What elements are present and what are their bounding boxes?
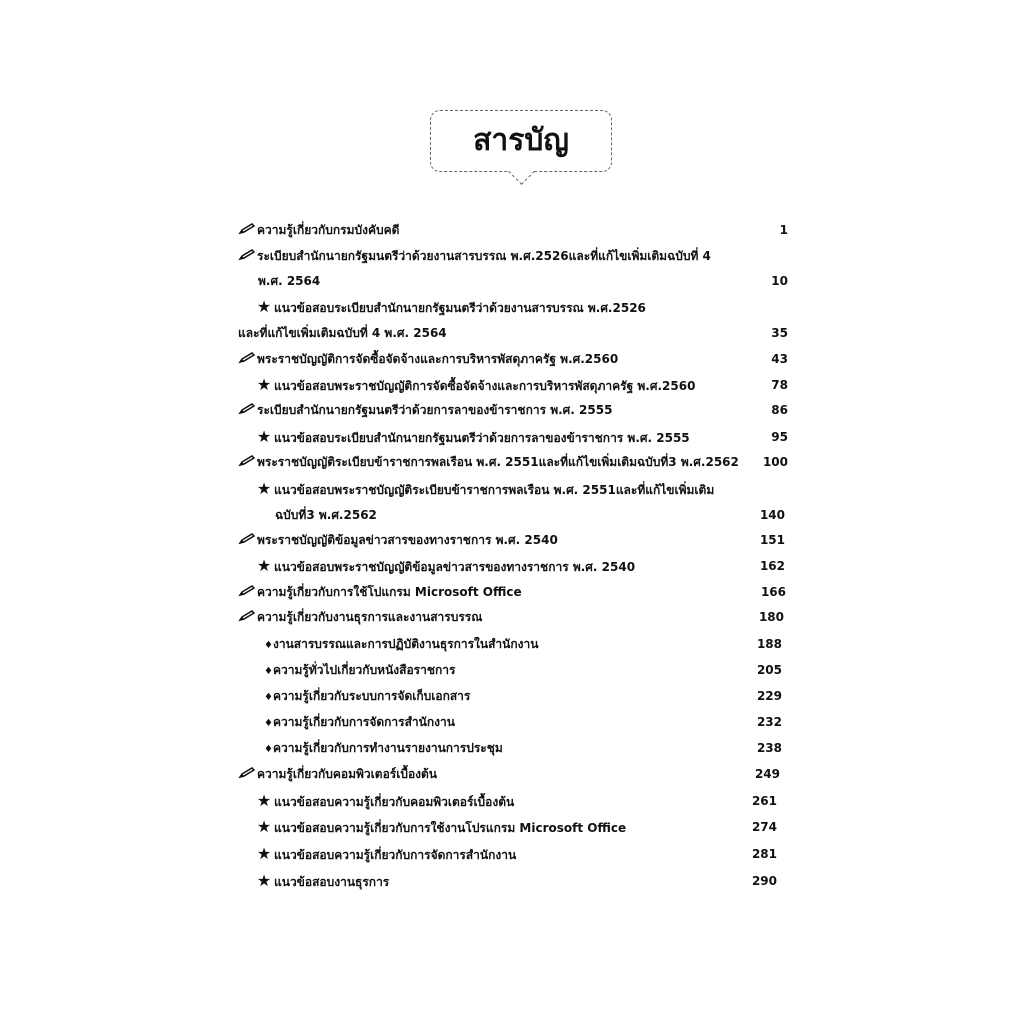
star-icon: ★: [256, 375, 272, 394]
toc-page-number: 35: [771, 326, 788, 340]
toc-entry-continuation: [258, 271, 788, 291]
diamond-icon: ♦: [264, 718, 273, 729]
toc-page-number: 205: [756, 663, 782, 677]
toc-page-number: 180: [758, 610, 784, 624]
toc-entry-text: พระราชบัญญัติข้อมูลข่าวสารของทางราชการ พ.ศ. 2540: [257, 533, 558, 547]
toc-entry: [238, 530, 785, 550]
toc-entry: [255, 817, 777, 837]
diamond-icon: ♦: [264, 692, 273, 703]
toc-entry-label-group: [238, 246, 711, 266]
toc-page-number: 43: [771, 352, 788, 366]
toc-entry-text: แนวข้อสอบความรู้เกี่ยวกับคอมพิวเตอร์เบื้องต้น: [274, 795, 515, 809]
toc-entry: [238, 452, 788, 472]
toc-page-number: 261: [751, 794, 777, 808]
toc-entry-text: แนวข้อสอบงานธุรการ: [274, 875, 390, 889]
toc-entry-text: ฉบับที่3 พ.ศ.2562: [275, 508, 377, 522]
toc-page-number: 229: [756, 689, 782, 703]
diamond-icon: ♦: [264, 744, 273, 755]
pencil-icon: [238, 246, 256, 266]
toc-entry: [238, 220, 788, 240]
toc-entry-label-group: [238, 530, 558, 550]
toc-entry-label-group: [255, 817, 626, 838]
star-icon: ★: [256, 556, 272, 575]
toc-entry-label-group: [264, 738, 503, 760]
toc-entry-text: แนวข้อสอบพระราชบัญญัติระเบียบข้าราชการพลเรือน พ.ศ. 2551และที่แก้ไขเพิ่มเติม: [274, 483, 715, 497]
toc-entry-continuation: [275, 505, 785, 525]
toc-page-number: 100: [762, 455, 788, 469]
toc-page-number: 188: [756, 637, 782, 651]
page-title: สารบัญ: [473, 123, 569, 158]
toc-entry-label-group: [264, 686, 470, 708]
toc-page-number: 86: [771, 403, 788, 417]
toc-page-number: 166: [760, 585, 786, 599]
toc-page-number: 238: [756, 741, 782, 755]
toc-entry: [255, 791, 777, 811]
pencil-icon: [238, 764, 256, 784]
star-icon: ★: [256, 871, 272, 890]
toc-entry: [255, 375, 788, 395]
toc-entry-text: ความรู้เกี่ยวกับคอมพิวเตอร์เบื้องต้น: [257, 767, 437, 781]
toc-entry: [264, 738, 782, 758]
toc-page-number: 1: [779, 223, 788, 237]
pencil-icon: [238, 220, 256, 240]
pencil-icon: [238, 607, 256, 627]
star-icon: ★: [256, 297, 272, 316]
toc-entry-label-group: [238, 400, 612, 420]
toc-entry-label-group: [255, 556, 635, 577]
toc-entry-label-group: [255, 844, 516, 865]
pencil-icon: [238, 582, 256, 602]
toc-entry-text: ความรู้เกี่ยวกับกรมบังคับคดี: [257, 223, 400, 237]
toc-entry: [238, 246, 788, 266]
toc-entry-label-group: [238, 582, 522, 602]
toc-entry-label-group: [255, 375, 695, 396]
toc-entry-text: ความรู้เกี่ยวกับระบบการจัดเก็บเอกสาร: [273, 689, 471, 703]
toc-entry-text: ระเบียบสำนักนายกรัฐมนตรีว่าด้วยงานสารบรรณ พ.ศ.2526และที่แก้ไขเพิ่มเติมฉบับที่ 4: [257, 249, 711, 263]
toc-entry-label-group: [264, 634, 538, 656]
toc-entry-continuation: [238, 323, 788, 343]
star-icon: ★: [256, 791, 272, 810]
toc-entry-text: งานสารบรรณและการปฏิบัติงานธุรการในสำนักงาน: [273, 637, 539, 651]
toc-entry-label-group: [238, 452, 739, 472]
toc-entry: [264, 686, 782, 706]
toc-entry-text: แนวข้อสอบความรู้เกี่ยวกับการจัดการสำนักงาน: [274, 848, 517, 862]
toc-entry-label-group: [264, 660, 455, 682]
toc-page-number: 140: [759, 508, 785, 522]
star-icon: ★: [256, 844, 272, 863]
toc-entry: [255, 479, 788, 499]
toc-page-number: 274: [751, 820, 777, 834]
toc-entry: [255, 427, 788, 447]
toc-entry-text: ความรู้เกี่ยวกับการใช้โปแกรม Microsoft Office: [257, 585, 522, 599]
toc-entry-text: แนวข้อสอบระเบียบสำนักนายกรัฐมนตรีว่าด้วยงานสารบรรณ พ.ศ.2526: [274, 301, 646, 315]
toc-entry-label-group: [255, 871, 389, 892]
toc-entry: [255, 556, 785, 576]
toc-entry-text: พ.ศ. 2564: [258, 274, 321, 288]
toc-page-number: 151: [759, 533, 785, 547]
star-icon: ★: [256, 479, 272, 498]
toc-page-number: 281: [751, 847, 777, 861]
diamond-icon: ♦: [264, 666, 273, 677]
toc-entry-text: แนวข้อสอบพระราชบัญญัติการจัดซื้อจัดจ้างและการบริหารพัสดุภาครัฐ พ.ศ.2560: [274, 379, 696, 393]
toc-page-number: 232: [756, 715, 782, 729]
toc-entry: [264, 712, 782, 732]
toc-entry-text: และที่แก้ไขเพิ่มเติมฉบับที่ 4 พ.ศ. 2564: [238, 326, 447, 340]
toc-entry-label-group: [255, 791, 514, 812]
toc-entry: [238, 582, 786, 602]
toc-page-number: 290: [751, 874, 777, 888]
toc-entry-label-group: [238, 607, 482, 627]
toc-entry: [264, 660, 782, 680]
diamond-icon: ♦: [264, 640, 273, 651]
pencil-icon: [238, 452, 256, 472]
toc-entry-text: แนวข้อสอบระเบียบสำนักนายกรัฐมนตรีว่าด้วยการลาของข้าราชการ พ.ศ. 2555: [274, 431, 690, 445]
toc-entry: [255, 871, 777, 891]
pencil-icon: [238, 530, 256, 550]
toc-entry-label-group: [255, 479, 714, 500]
star-icon: ★: [256, 427, 272, 446]
toc-entry: [238, 607, 784, 627]
toc-entry-text: ความรู้เกี่ยวกับงานธุรการและงานสารบรรณ: [257, 610, 483, 624]
toc-entry-label-group: [264, 712, 455, 734]
toc-entry-text: พระราชบัญญัติการจัดซื้อจัดจ้างและการบริหารพัสดุภาครัฐ พ.ศ.2560: [257, 352, 619, 366]
toc-entry-label-group: [238, 220, 399, 240]
toc-entry-label-group: [238, 764, 437, 784]
toc-page-number: 162: [759, 559, 785, 573]
toc-entry-text: พระราชบัญญัติระเบียบข้าราชการพลเรือน พ.ศ. 2551และที่แก้ไขเพิ่มเติมฉบับที่3 พ.ศ.2562: [257, 455, 739, 469]
toc-entry-text: ความรู้เกี่ยวกับการทำงานรายงานการประชุม: [273, 741, 503, 755]
toc-entry: [255, 844, 777, 864]
toc-entry-text: ความรู้เกี่ยวกับการจัดการสำนักงาน: [273, 715, 455, 729]
pencil-icon: [238, 400, 256, 420]
toc-entry-label-group: [255, 427, 690, 448]
toc-page-number: 95: [771, 430, 788, 444]
toc-entry-label-group: [238, 349, 618, 369]
toc-entry: [238, 349, 788, 369]
toc-entry-text: แนวข้อสอบพระราชบัญญัติข้อมูลข่าวสารของทางราชการ พ.ศ. 2540: [274, 560, 636, 574]
toc-page-number: 10: [771, 274, 788, 288]
pencil-icon: [238, 349, 256, 369]
toc-page-number: 249: [754, 767, 780, 781]
toc-page-number: 78: [771, 378, 788, 392]
toc-entry: [264, 634, 782, 654]
toc-entry-text: ความรู้ทั่วไปเกี่ยวกับหนังสือราชการ: [273, 663, 456, 677]
star-icon: ★: [256, 817, 272, 836]
toc-entry: [238, 400, 788, 420]
toc-entry-text: แนวข้อสอบความรู้เกี่ยวกับการใช้งานโปรแกรม Microsoft Office: [274, 821, 627, 835]
toc-entry: [238, 764, 780, 784]
toc-entry-text: ระเบียบสำนักนายกรัฐมนตรีว่าด้วยการลาของข้าราชการ พ.ศ. 2555: [257, 403, 613, 417]
toc-entry-label-group: [255, 297, 646, 318]
toc-entry: [255, 297, 788, 317]
